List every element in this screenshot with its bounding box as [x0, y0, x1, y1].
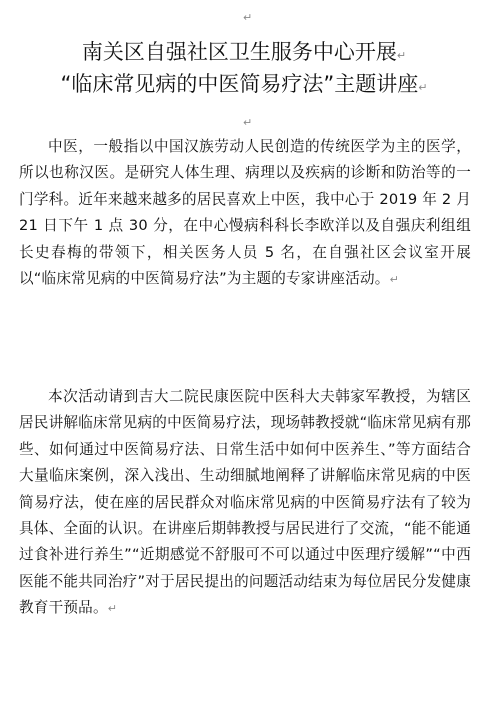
paragraph-mark-icon: ↵: [389, 273, 399, 287]
title-text-2: “临床常见病的中医简易疗法”主题讲座: [60, 72, 419, 96]
title-line-1: [0, 38, 488, 66]
paragraph-mark-icon: ↵: [243, 11, 253, 24]
body-paragraph-2: [19, 384, 471, 622]
paragraph-1-text: 中医，一般指以中国汉族劳动人民创造的传统医学为主的医学，所以也称汉医。是研究人体生理、病理以及疾病的诊断和防治等的一门学科。近年来越来越多的居民喜欢上中医，我中心于 2019 年 2 月 21 日下午 1 点 30 分，在中心慢病科科长李欧洋以及自强庆利组组长史春梅的带领下，相关医务人员 5 名，在自强社区会议室开展以“临床常见病的中医简易疗法”为主题的专家讲座活动。: [19, 138, 471, 288]
paragraph-mark-icon: ↵: [396, 49, 407, 62]
paragraph-mark-icon: ↵: [418, 81, 428, 94]
body-paragraph-1: [19, 134, 471, 292]
paragraph-2-text: 本次活动请到吉大二院民康医院中医科大夫韩家军教授，为辖区居民讲解临床常见病的中医简易疗法，现场韩教授就“临床常见病有那些、如何通过中医简易疗法、日常生活中如何中医养生、”等方面结合大量临床案例，深入浅出、生动细腻地阐释了讲解临床常见病的中医简易疗法，使在座的居民群众对临床常见病的中医简易疗法有了较为具体、全面的认识。在讲座后期韩教授与居民进行了交流，“能不能通过食补进行养生”“近期感觉不舒服可不可以通过中医理疗缓解”“中西医能不能共同治疗”对于居民提出的问题活动结束为每位居民分发健康教育干预品。: [19, 388, 471, 617]
title-text-1: 南关区自强社区卫生服务中心开展: [81, 40, 397, 64]
paragraph-mark-icon: ↵: [243, 116, 253, 129]
title-line-2: [0, 70, 488, 98]
paragraph-mark-icon: ↵: [107, 602, 118, 616]
